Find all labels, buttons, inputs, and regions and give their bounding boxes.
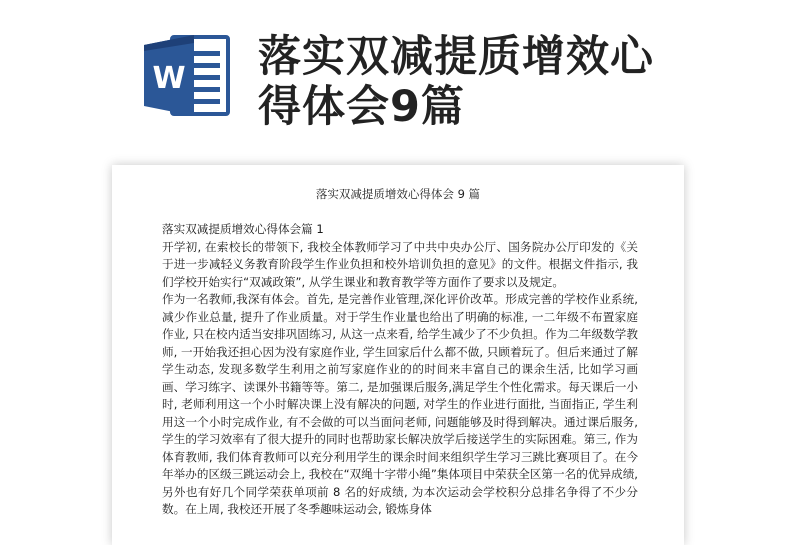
- word-document-icon: [142, 33, 232, 118]
- section-heading: 落实双减提质增效心得体会篇 1: [162, 222, 324, 236]
- word-letter: W: [152, 61, 186, 96]
- paragraph-1: 开学初, 在索校长的带领下, 我校全体教师学习了中共中央办公厅、国务院办公厅印发的《关于进一步减轻义务教育阶段学生作业负担和校外培训负担的意见》的文件。根据文件指示, 我们学校开始实行“双减政策”, 从学生课业和教育教学等方面作了要求以及规定。: [162, 239, 638, 289]
- document-page: [112, 165, 684, 545]
- document-title: 落实双减提质增效心得体会 9 篇: [315, 187, 481, 201]
- title-line-2: 得体会9篇: [258, 82, 465, 132]
- header: [0, 0, 800, 160]
- paragraph-2: 作为一名教师,我深有体会。首先, 是完善作业管理,深化评价改革。形成完善的学校作业系统,减少作业总量, 提升了作业质量。对于学生作业量也给出了明确的标准, 一二年级不布置家庭作业, 只在校内适当安排巩固练习, 从这一点来看, 给学生减少了不少负担。作为二年级数学教师, 一开始我还担心因为没有家庭作业, 学生回家后什么都不做, 只顾着玩了。但后来通过了解学生动态, 发现多数学生利用之前写家庭作业的的时间来丰富自己的课余生活, 比如学习画画、学习练字、读课外书籍等等。第二, 是加强课后服务,满足学生个性化需求。每天课后一小时, 老师利用这一个小时解决课上没有解决的问题, 对学生的作业进行面批, 当面指正, 学生利用这一个小时完成作业, 有不会做的可以当面问老师, 问题能够及时得到解决。通过课后服务, 学生的学习效率有了很大提升的同时也帮助家长解决放学后接送学生的实际困难。第三, 作为体育教师, 我们体育教师可以充分利用学生的课余时间来组织学生学习三跳比赛项目了。在今年举办的区级三跳运动会上, 我校在“双绳十字带小绳”集体项目中荣获全区第一名的优异成绩, 另外也有好几个同学荣获单项前 8 名的好成绩, 为本次运动会学校积分总排名争得了不少分数。在上周, 我校还开展了冬季趣味运动会, 锻炼身体: [162, 292, 638, 516]
- title-line-1: 落实双减提质增效心: [258, 32, 654, 82]
- page-title: [258, 32, 778, 132]
- document-body: [162, 221, 638, 519]
